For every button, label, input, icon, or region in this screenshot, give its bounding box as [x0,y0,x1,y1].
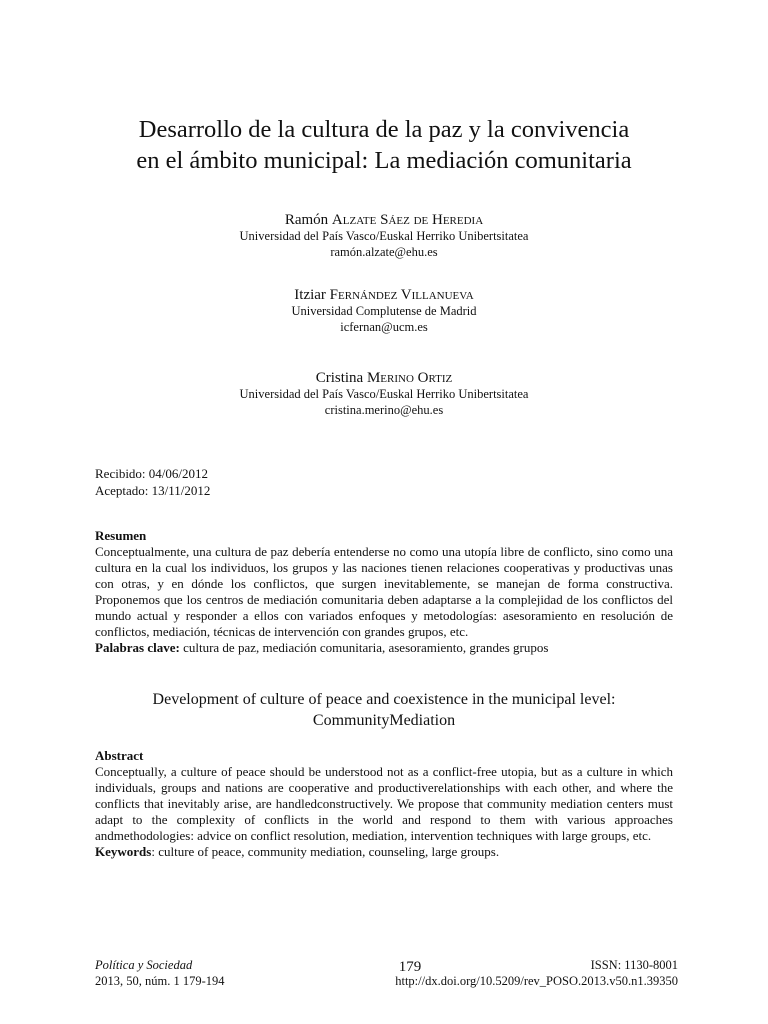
doi-link[interactable]: http://dx.doi.org/10.5209/rev_POSO.2013.v50.n1.39350 [395,973,678,988]
resumen-keywords [95,640,673,656]
submission-dates [95,466,210,499]
author-first-name: Ramón [284,212,329,228]
english-title-line-1: Development of culture of peace and coexistence in the municipal level: [152,691,616,708]
abstract-keywords-label: Keywords [95,844,152,859]
author-affiliation: Universidad Complutense de Madrid [291,304,477,318]
english-title [60,689,708,731]
abstract-section [95,748,673,860]
resumen-keywords-list: cultura de paz, mediación comunitaria, asesoramiento, grandes grupos [179,640,549,655]
resumen-text: Conceptualmente, una cultura de paz debería entenderse no como una utopía libre de conflicto, sino como una cultura en la cual los individuos, los grupos y las naciones tienen relaciones cooperativas y productivas unas con otras, y en dónde los conflictos, que surgen inevitablemente, se manejan de forma constructiva. Proponemos que los centros de mediación comunitaria deben adaptarse a la complejidad de los conflictos del mundo actual y responder a ellos con variados enfoques y metodologías: asesoramiento en resolución de conflictos, mediación, técnicas de intervención con grandes grupos, etc. [95,544,673,639]
author-last-name: Fernández Villanueva [329,287,474,303]
paper-title-line-2: en el ámbito municipal: La mediación comunitaria [136,147,632,174]
abstract-keywords [95,844,673,860]
author-last-name: Alzate Sáez de Heredia [331,212,484,228]
author-last-name: Merino Ortiz [366,370,453,386]
author-block-1 [60,211,708,260]
author-name [60,286,708,304]
author-email: cristina.merino@ehu.es [324,402,444,417]
author-block-2 [60,286,708,335]
author-email: icfernan@ucm.es [340,319,428,334]
abstract-text: Conceptually, a culture of peace should be understood not as a conflict-free utopia, but as a culture in which individuals, groups and nations are cooperative and productiverelationships with each other, and where the conflicts that inevitably arise, are handledconstructively. We propose that community mediation centers must adapt to the complexity of conflicts in the world and respond to them with various approaches andmethodologies: advice on conflict resolution, mediation, intervention techniques with large groups, etc. [95,764,673,843]
author-name [60,211,708,229]
author-first-name: Cristina [315,370,364,386]
page-number: 179 [398,959,422,975]
resumen-section [95,528,673,656]
author-affiliation: Universidad del País Vasco/Euskal Herriko Unibertsitatea [239,229,529,243]
abstract-keywords-list: : culture of peace, community mediation, counseling, large groups. [151,844,500,859]
footer-journal-info [95,958,225,989]
paper-title-line-1: Desarrollo de la cultura de la paz y la convivencia [138,116,630,143]
paper-title [60,114,708,176]
journal-name: Política y Sociedad [95,958,193,972]
author-email: ramón.alzate@ehu.es [330,244,438,259]
author-affiliation: Universidad del País Vasco/Euskal Herriko Unibertsitatea [239,387,529,401]
english-title-line-2: CommunityMediation [312,712,456,729]
author-first-name: Itziar [294,287,326,303]
author-block-3 [60,369,708,418]
footer-identifiers [395,958,678,989]
received-date: Recibido: 04/06/2012 [95,466,209,481]
resumen-keywords-label: Palabras clave: [95,640,180,655]
accepted-date: Aceptado: 13/11/2012 [95,482,211,498]
abstract-heading: Abstract [95,748,144,763]
journal-volume: 2013, 50, núm. 1 179-194 [95,973,225,988]
author-name [60,369,708,387]
resumen-heading: Resumen [95,528,147,543]
issn: ISSN: 1130-8001 [590,958,678,972]
